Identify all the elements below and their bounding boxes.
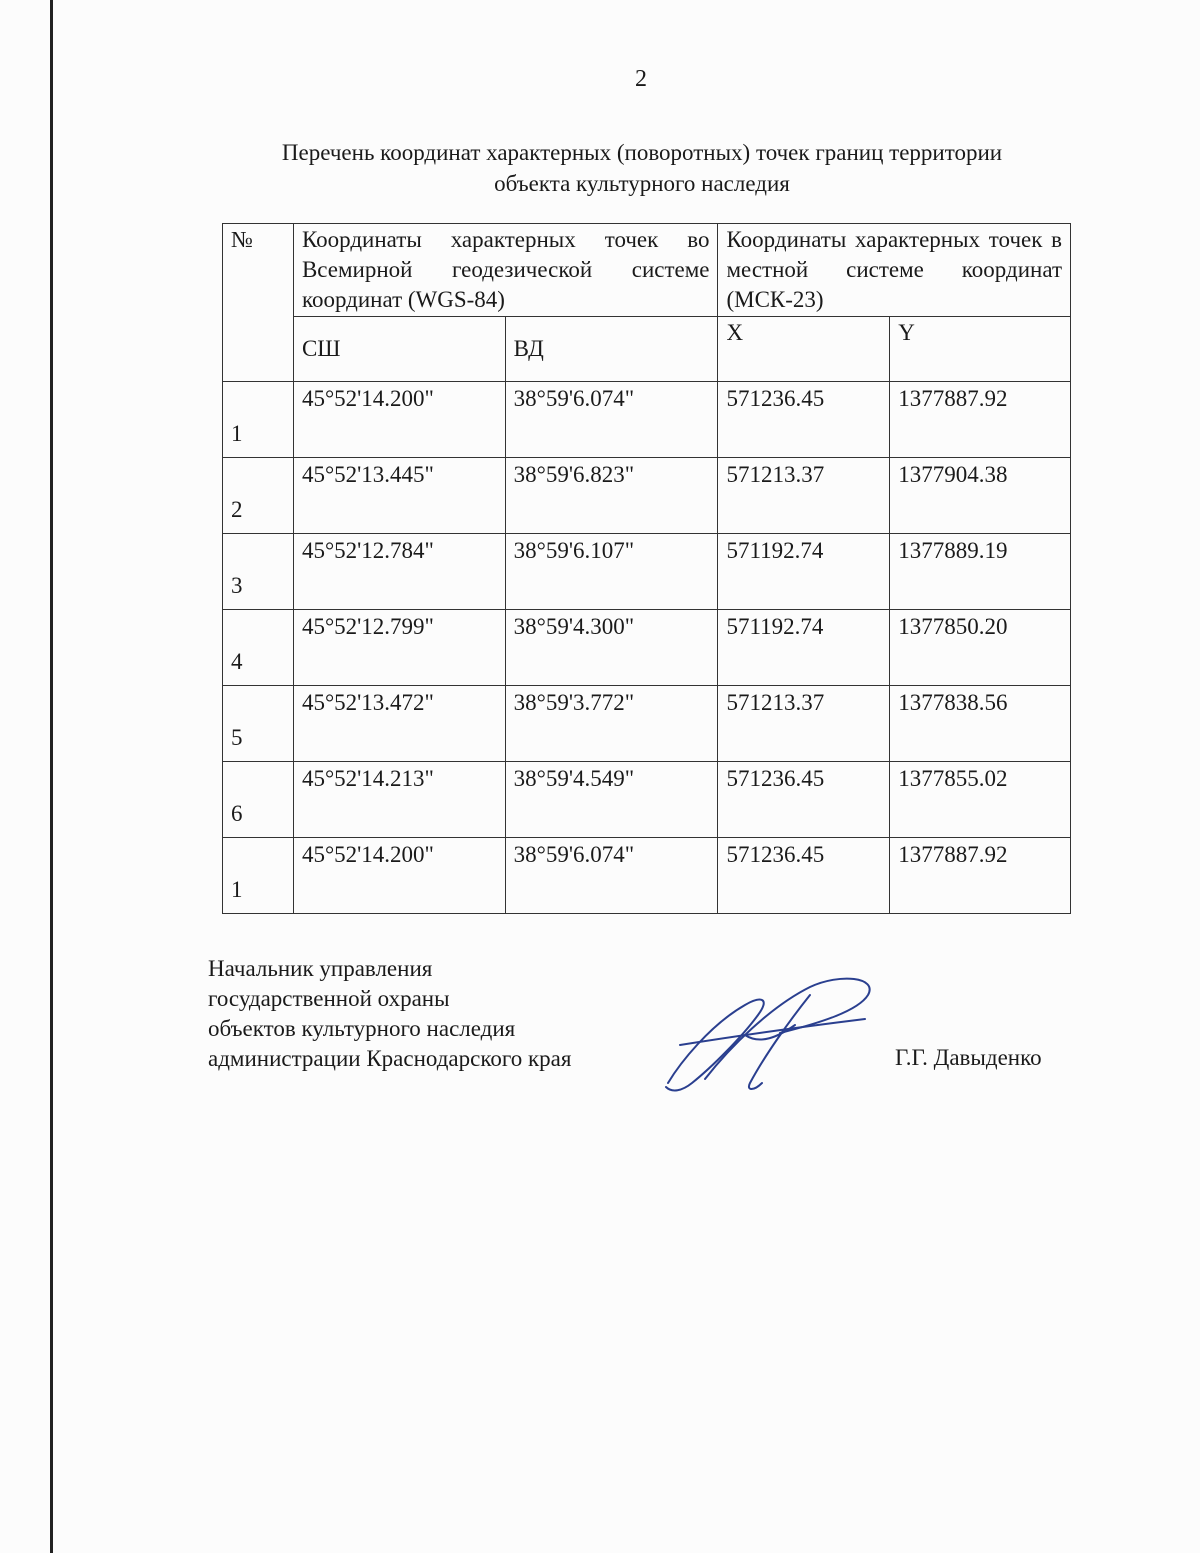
- row-number: 3: [223, 534, 294, 610]
- page-left-edge: [50, 0, 53, 1553]
- y-coordinate-cell: 1377887.92: [890, 838, 1071, 914]
- row-number: 6: [223, 762, 294, 838]
- y-coordinate-cell: 1377904.38: [890, 458, 1071, 534]
- latitude-cell: 45°52'14.213": [293, 762, 505, 838]
- row-number: 4: [223, 610, 294, 686]
- x-coordinate-cell: 571213.37: [718, 686, 890, 762]
- header-wgs84: Координаты характерных точек во Всемирной геодезической системе координат (WGS-84): [293, 224, 718, 317]
- latitude-cell: 45°52'12.799": [293, 610, 505, 686]
- y-coordinate-cell: 1377850.20: [890, 610, 1071, 686]
- header-y: Y: [890, 317, 1071, 382]
- latitude-cell: 45°52'13.445": [293, 458, 505, 534]
- longitude-cell: 38°59'4.549": [505, 762, 718, 838]
- table-row: [223, 534, 1071, 610]
- table-header-row: [223, 224, 1071, 317]
- longitude-cell: 38°59'6.107": [505, 534, 718, 610]
- y-coordinate-cell: 1377855.02: [890, 762, 1071, 838]
- latitude-cell: 45°52'14.200": [293, 838, 505, 914]
- header-latitude-label: СШ: [301, 336, 341, 361]
- signatory-name: Г.Г. Давыденко: [895, 1045, 1042, 1070]
- row-number: 2: [223, 458, 294, 534]
- document-title: [222, 137, 1062, 199]
- signatory-position-line: государственной охраны: [208, 986, 450, 1011]
- row-number: 5: [223, 686, 294, 762]
- signatory-position-line: объектов культурного наследия: [208, 1016, 516, 1041]
- handwritten-signature: [650, 975, 880, 1100]
- table-row: [223, 382, 1071, 458]
- signatory-position: [208, 954, 571, 1074]
- latitude-cell: 45°52'12.784": [293, 534, 505, 610]
- header-longitude-label: ВД: [513, 336, 544, 361]
- longitude-cell: 38°59'6.074": [505, 838, 718, 914]
- signatory-position-line: Начальник управления: [208, 956, 433, 981]
- header-number: №: [223, 224, 294, 382]
- table-row: [223, 838, 1071, 914]
- x-coordinate-cell: 571192.74: [718, 534, 890, 610]
- coordinates-table: [222, 223, 1071, 914]
- document-title-line-2: объекта культурного наследия: [494, 171, 790, 196]
- table-row: [223, 686, 1071, 762]
- table-row: [223, 458, 1071, 534]
- longitude-cell: 38°59'6.823": [505, 458, 718, 534]
- y-coordinate-cell: 1377887.92: [890, 382, 1071, 458]
- row-number: 1: [223, 838, 294, 914]
- y-coordinate-cell: 1377838.56: [890, 686, 1071, 762]
- x-coordinate-cell: 571236.45: [718, 838, 890, 914]
- y-coordinate-cell: 1377889.19: [890, 534, 1071, 610]
- document-title-line-1: Перечень координат характерных (поворотных) точек границ территории: [281, 140, 1003, 165]
- table-subheader-row: [223, 317, 1071, 382]
- x-coordinate-cell: 571192.74: [718, 610, 890, 686]
- x-coordinate-cell: 571236.45: [718, 762, 890, 838]
- longitude-cell: 38°59'3.772": [505, 686, 718, 762]
- header-x: X: [718, 317, 890, 382]
- row-number: 1: [223, 382, 294, 458]
- table-row: [223, 762, 1071, 838]
- longitude-cell: 38°59'4.300": [505, 610, 718, 686]
- x-coordinate-cell: 571236.45: [718, 382, 890, 458]
- x-coordinate-cell: 571213.37: [718, 458, 890, 534]
- header-latitude: [293, 317, 505, 382]
- header-msk23: Координаты характерных точек в местной системе координат (МСК-23): [718, 224, 1071, 317]
- longitude-cell: 38°59'6.074": [505, 382, 718, 458]
- latitude-cell: 45°52'13.472": [293, 686, 505, 762]
- header-longitude: [505, 317, 718, 382]
- table-row: [223, 610, 1071, 686]
- latitude-cell: 45°52'14.200": [293, 382, 505, 458]
- page-number: 2: [635, 66, 647, 92]
- signatory-position-line: администрации Краснодарского края: [208, 1046, 572, 1071]
